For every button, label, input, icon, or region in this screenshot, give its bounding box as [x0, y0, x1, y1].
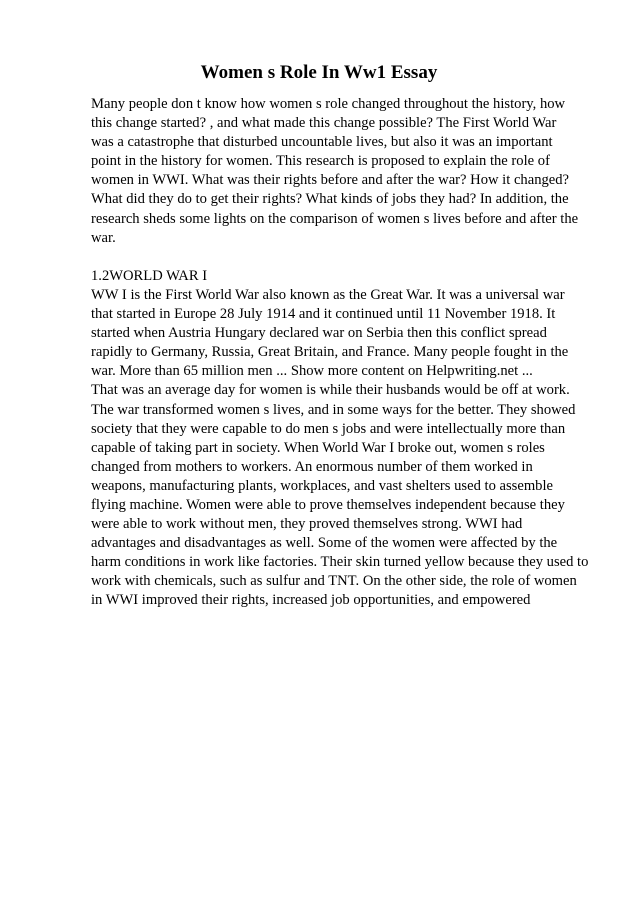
- text-line: rapidly to Germany, Russia, Great Britain, and France. Many people fought in the: [91, 344, 569, 361]
- text-line: flying machine. Women were able to prove themselves independent because they: [91, 496, 565, 513]
- text-line: research sheds some lights on the comparison of women s lives before and after the: [91, 210, 579, 227]
- text-line: women in WWI. What was their rights before and after the war? How it changed?: [91, 172, 570, 189]
- text-line: changed from mothers to workers. An enormous number of them worked in: [91, 458, 533, 475]
- section-heading: 1.2WORLD WAR I: [91, 267, 208, 284]
- text-line: society that they were capable to do men s jobs and were intellectually more than: [91, 420, 566, 437]
- text-line: started when Austria Hungary declared war on Serbia then this conflict spread: [91, 325, 547, 342]
- text-line: WW I is the First World War also known as the Great War. It was a universal war: [91, 286, 565, 303]
- text-line: that started in Europe 28 July 1914 and it continued until 11 November 1918. It: [91, 306, 556, 323]
- text-line: in WWI improved their rights, increased job opportunities, and empowered: [91, 592, 531, 609]
- text-line: advantages and disadvantages as well. Some of the women were affected by the: [91, 535, 558, 552]
- text-line: war.: [91, 229, 116, 246]
- text-line: capable of taking part in society. When World War I broke out, women s roles: [91, 439, 545, 456]
- text-line: this change started? , and what made this change possible? The First World War: [91, 115, 557, 132]
- text-line: weapons, manufacturing plants, workplaces, and vast shelters used to assemble: [91, 477, 554, 494]
- document-body: [91, 95, 591, 611]
- text-line: What did they do to get their rights? What kinds of jobs they had? In addition, the: [91, 191, 569, 208]
- text-line: were able to work without men, they proved themselves strong. WWI had: [91, 516, 523, 533]
- text-line: Many people don t know how women s role changed throughout the history, how: [91, 96, 566, 112]
- text-line: war. More than 65 million men ... Show more content on Helpwriting.net ...: [91, 363, 533, 380]
- document-title: Women s Role In Ww1 Essay: [200, 62, 438, 83]
- paragraph-intro: [91, 95, 591, 248]
- text-line: That was an average day for women is while their husbands would be off at work.: [91, 382, 570, 399]
- paragraph-world-war-one: [91, 267, 591, 611]
- text-line: The war transformed women s lives, and in some ways for the better. They showed: [91, 401, 576, 418]
- text-line: was a catastrophe that disturbed uncountable lives, but also it was an important: [91, 134, 553, 151]
- text-line: point in the history for women. This research is proposed to explain the role of: [91, 153, 550, 170]
- paragraph-spacer: [91, 248, 591, 267]
- text-line: work with chemicals, such as sulfur and TNT. On the other side, the role of women: [91, 573, 577, 590]
- text-line: harm conditions in work like factories. Their skin turned yellow because they used to: [91, 554, 589, 571]
